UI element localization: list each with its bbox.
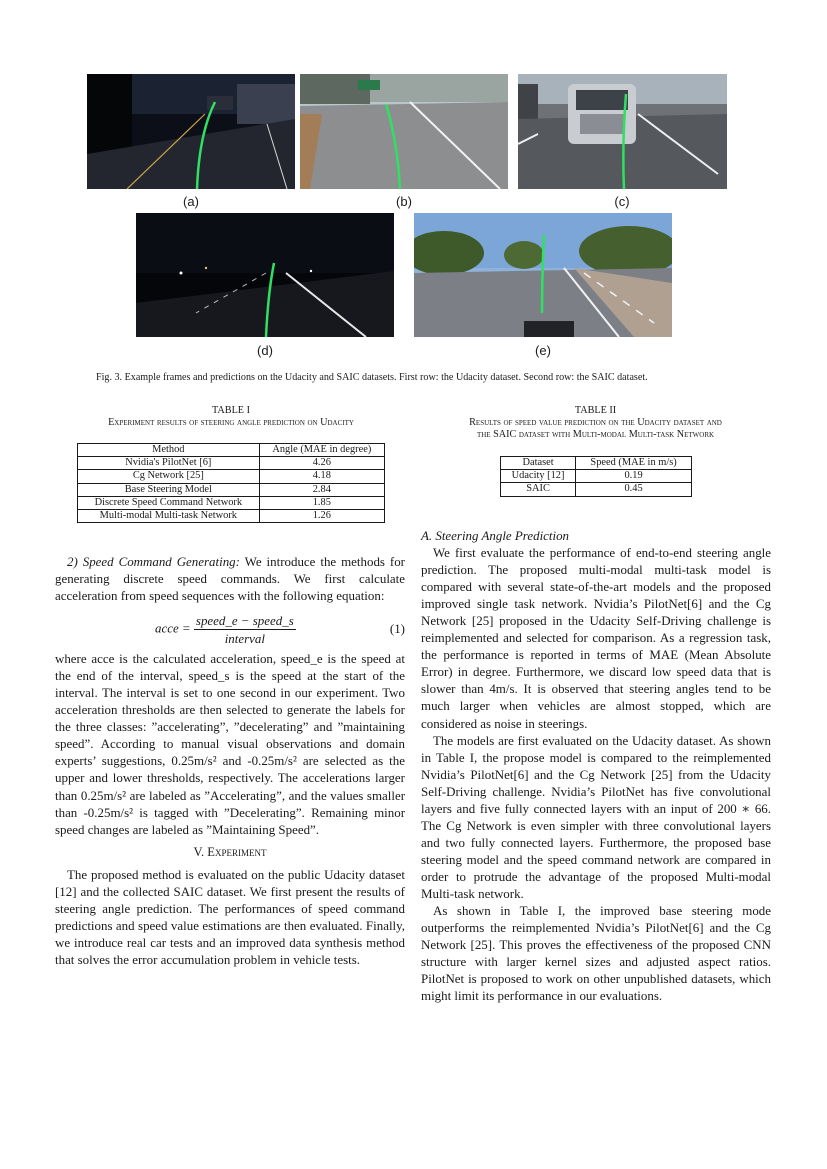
table1-cell: 1.26 bbox=[259, 510, 384, 523]
subfigure-label-a: (a) bbox=[183, 194, 199, 209]
figure-image-c bbox=[518, 74, 727, 189]
table2-label: TABLE II bbox=[574, 405, 617, 416]
table1-cell: Multi-modal Multi-task Network bbox=[78, 510, 260, 523]
figure-caption: Fig. 3. Example frames and predictions on the Udacity and SAIC datasets. First row: the Udacity dataset. Second row: the SAIC dataset. bbox=[96, 372, 648, 383]
table1-header-method: Method bbox=[78, 444, 260, 457]
table2-heading bbox=[418, 405, 773, 441]
table2-header-row bbox=[501, 457, 692, 470]
table1-header-angle: Angle (MAE in degree) bbox=[259, 444, 384, 457]
experiment-paragraph: The proposed method is evaluated on the public Udacity dataset [12] and the collected SAIC dataset. We first present the results of steering angle prediction. The performances of speed command predictions and speed value estimations are then evaluated. Finally, we introduce real car tests and an improved data synthesis method that solves the error accumulation problem in vehicle tests. bbox=[55, 866, 405, 967]
figure-image-e bbox=[414, 213, 672, 337]
equation-number: (1) bbox=[389, 621, 405, 637]
table1-cell: 4.26 bbox=[259, 457, 384, 470]
steering-subsection-heading: A. Steering Angle Prediction bbox=[421, 528, 570, 543]
equation-fraction bbox=[194, 612, 296, 647]
table2-header-speed: Speed (MAE in m/s) bbox=[576, 457, 692, 470]
table-row bbox=[78, 510, 385, 523]
right-column bbox=[421, 527, 771, 1004]
equation-denominator: interval bbox=[224, 631, 265, 647]
table2-cell: SAIC bbox=[501, 483, 576, 496]
table2-title-line2: the SAIC dataset with Multi-modal Multi-task Network bbox=[476, 429, 715, 440]
figure-image-a bbox=[87, 74, 295, 189]
speed-intro-text: We introduce the methods for generating discrete speed commands. We first calculate acceleration from speed sequences with the following equation: bbox=[55, 554, 405, 604]
speed-subsection-heading: 2) Speed Command Generating: bbox=[67, 554, 240, 569]
table1-cell: 1.85 bbox=[259, 496, 384, 509]
subfigure-label-b: (b) bbox=[396, 194, 412, 209]
table2 bbox=[500, 456, 692, 497]
experiment-section-heading: V. Experiment bbox=[193, 844, 267, 859]
equation-lhs: acce = bbox=[155, 620, 191, 636]
table-row bbox=[78, 457, 385, 470]
table1-cell: 4.18 bbox=[259, 470, 384, 483]
table1-label: TABLE I bbox=[212, 405, 250, 416]
table1-cell: 2.84 bbox=[259, 483, 384, 496]
subfigure-label-c: (c) bbox=[614, 194, 630, 209]
steering-paragraph-3: As shown in Table I, the improved base steering mode outperforms the reimplemented Nvidia’s PilotNet[6] and the Cg Network [25]. This proves the effectiveness of the proposed CNN structure with larger kernel sizes and adjusted aspect ratios. PilotNet is proposed to work on other unpublished datasets, which might limit its performance in our evaluations. bbox=[421, 903, 771, 1004]
table1-heading bbox=[60, 405, 402, 429]
speed-paragraph: where acce is the calculated acceleration, speed_e is the speed at the end of the interval, speed_s is the speed at the start of the interval. The interval is set to one second in our experiment. Two acceleration thresholds are then selected to generate the labels for the three classes: ”accelerating”, ”decelerating” and ”maintaining speed”. According to manual visual observations and domain experts’ suggestions, 0.25m/s² and -0.25m/s² are selected as the upper and lower thresholds, respectively. The accelerations larger than 0.25m/s² are labeled as ”Accelerating”, and the values smaller than -0.25m/s² is tagged with ”Decelerating”. Remaining minor speed changes are labeled as ”Maintaining Speed”. bbox=[55, 651, 405, 837]
equation-1 bbox=[55, 608, 405, 648]
table2-cell: 0.19 bbox=[576, 470, 692, 483]
table1 bbox=[77, 443, 385, 523]
table2-cell: 0.45 bbox=[576, 483, 692, 496]
table-row bbox=[78, 470, 385, 483]
table2-title-line1: Results of speed value prediction on the Udacity dataset and bbox=[469, 417, 722, 428]
table1-title: Experiment results of steering angle prediction on Udacity bbox=[108, 417, 354, 428]
equation-numerator: speed_e − speed_s bbox=[194, 612, 296, 630]
table-row bbox=[501, 483, 692, 496]
figure-image-d bbox=[136, 213, 394, 337]
table1-cell: Base Steering Model bbox=[78, 483, 260, 496]
table-row bbox=[78, 496, 385, 509]
figure-image-b bbox=[300, 74, 508, 189]
table-row bbox=[78, 483, 385, 496]
equation-expression bbox=[155, 612, 296, 647]
table1-cell: Cg Network [25] bbox=[78, 470, 260, 483]
table1-cell: Discrete Speed Command Network bbox=[78, 496, 260, 509]
subfigure-label-e: (e) bbox=[535, 343, 551, 358]
steering-paragraph-2: The models are first evaluated on the Udacity dataset. As shown in Table I, the propose model is compared to the reimplemented Nvidia’s PilotNet[6] and the Cg Network [25] from the Udacity Self-Driving challenge. Nvidia’s PilotNet has five convolutional layers and five fully connected layers with an input of 200 ∗ 66. The Cg Network is even simpler with three convolutional layers and two fully connected layers. Furthermore, the proposed base steering model and the speed command network are compared in order to protrude the advantage of the proposed Multi-modal Multi-task network. bbox=[421, 732, 771, 901]
table1-cell: Nvidia's PilotNet [6] bbox=[78, 457, 260, 470]
table-row bbox=[501, 470, 692, 483]
table1-header-row bbox=[78, 444, 385, 457]
speed-intro-paragraph bbox=[55, 553, 405, 604]
table2-cell: Udacity [12] bbox=[501, 470, 576, 483]
left-column bbox=[55, 553, 405, 968]
table2-header-dataset: Dataset bbox=[501, 457, 576, 470]
subfigure-label-d: (d) bbox=[257, 343, 273, 358]
steering-paragraph-1: We first evaluate the performance of end-to-end steering angle prediction. The proposed multi-modal multi-task model is compared with several state-of-the-art models and the proposed improved single task network. Nvidia’s PilotNet[6] and the Cg Network [25] proposed in the Udacity Self-Driving challenge is reimplemented and selected for comparison. As a regression task, the performance is reported in terms of MAE (Mean Absolute Error) in degree. Furthermore, we discard low speed data that is slower than 4m/s. It is observed that steering angles tend to be much larger when vehicles are almost stopped, which are considered as noise in steerings. bbox=[421, 545, 771, 731]
